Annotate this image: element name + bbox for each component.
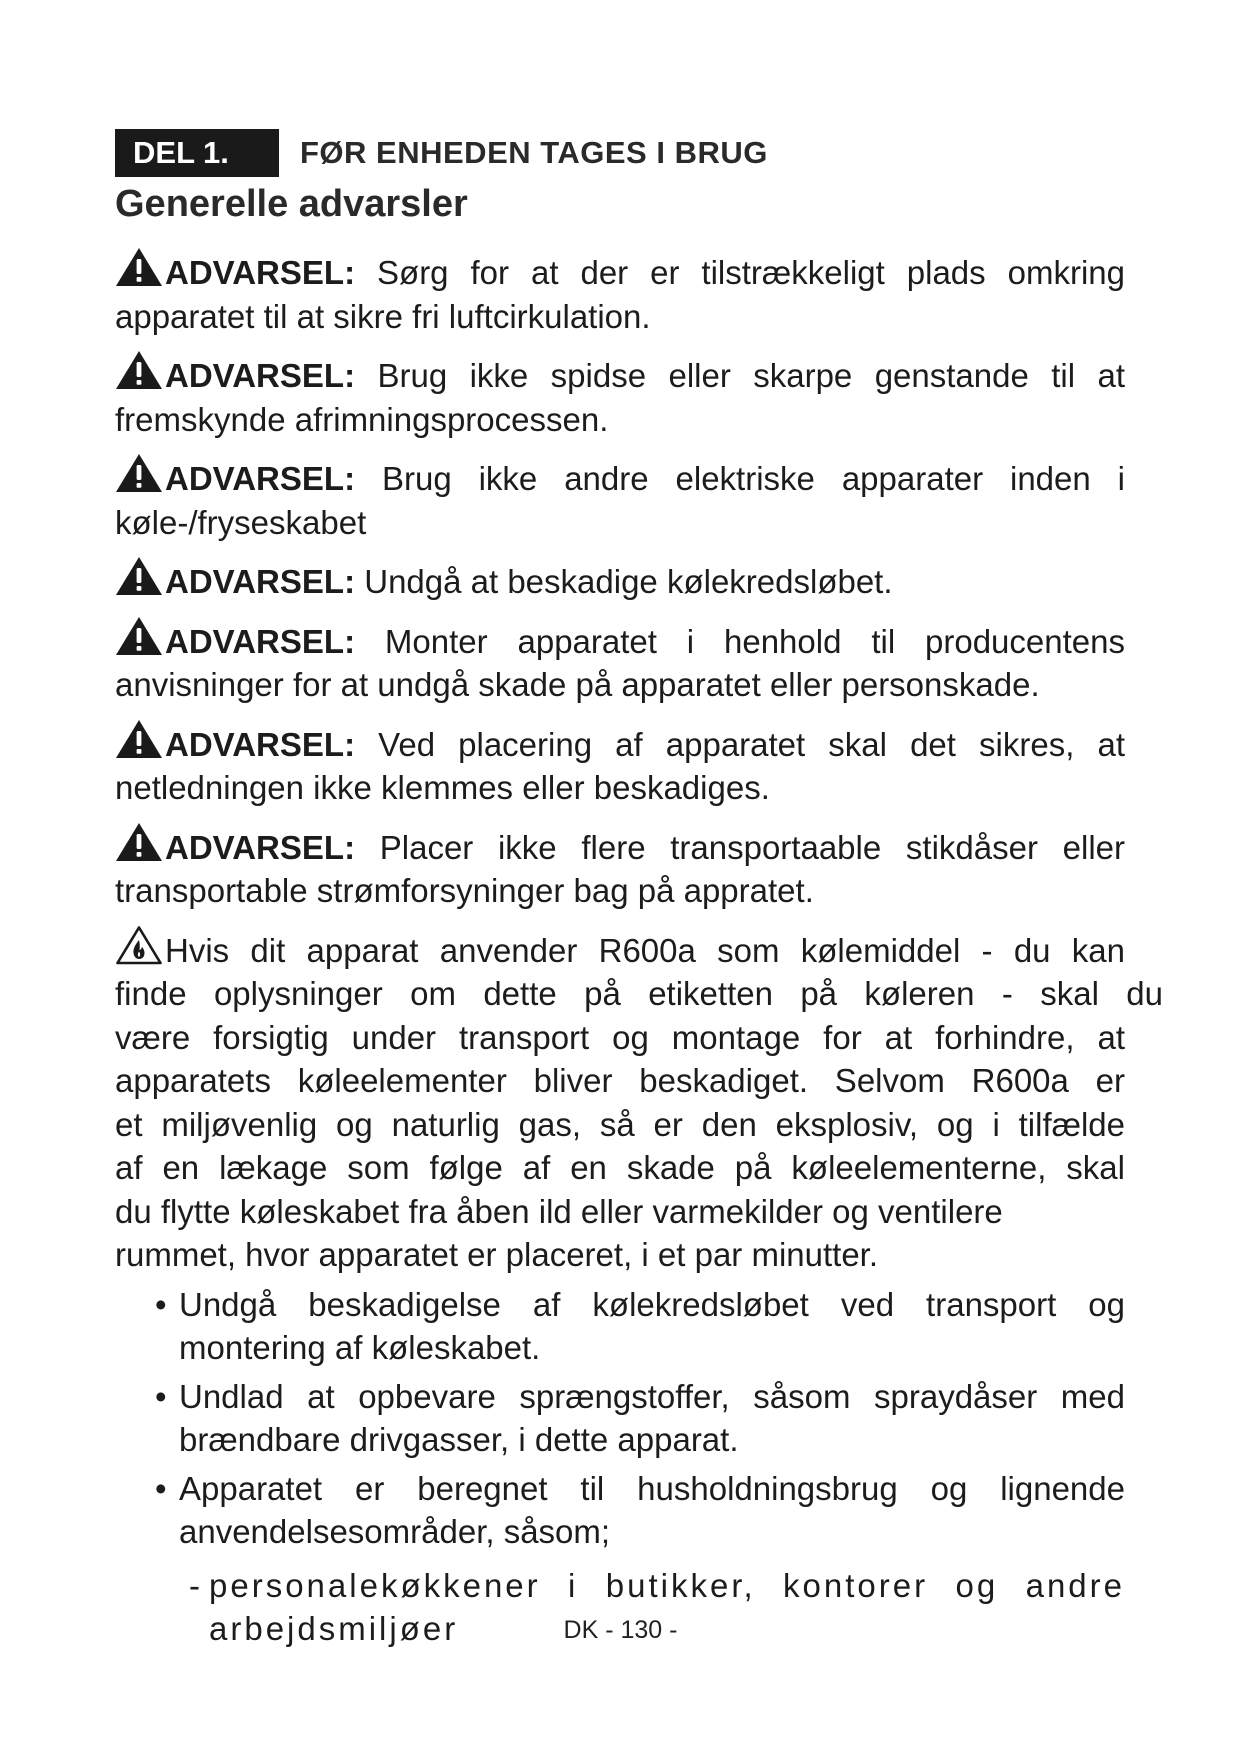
warning-text: Sørg for at der er tilstrækkeligt plads omkring apparatet til at sikre fri luftcirkulation. bbox=[115, 254, 1125, 335]
warning-label: ADVARSEL: bbox=[165, 828, 356, 866]
notice-line: af en lækage som følge af en skade på køleelementerne, skal bbox=[115, 1149, 1125, 1186]
page-title: Generelle advarsler bbox=[115, 183, 468, 225]
warning-icon bbox=[115, 719, 163, 759]
warning-icon bbox=[115, 556, 163, 596]
warning-label: ADVARSEL: bbox=[165, 622, 356, 660]
document-body bbox=[115, 247, 1163, 1651]
sub-list-item: - personalekøkkener i butikker, kontorer og andre arbejdsmiljøer bbox=[115, 1564, 1125, 1651]
warning-label: ADVARSEL: bbox=[165, 725, 356, 763]
warning-label: ADVARSEL: bbox=[165, 460, 356, 497]
warning-icon bbox=[115, 616, 163, 656]
warning-paragraph bbox=[115, 719, 1125, 810]
bullet-list bbox=[115, 1283, 1125, 1554]
warning-text: Brug ikke spidse eller skarpe genstande til at fremskynde afrimningsprocessen. bbox=[115, 357, 1125, 438]
notice-line: rummet, hvor apparatet er placeret, i et par minutter. bbox=[115, 1236, 879, 1273]
section-title: FØR ENHEDEN TAGES I BRUG bbox=[300, 135, 768, 170]
section-header bbox=[115, 129, 768, 177]
warning-label: ADVARSEL: bbox=[165, 357, 356, 394]
warning-icon bbox=[115, 350, 163, 390]
notice-line: være forsigtig under transport og montage for at forhindre, at bbox=[115, 1018, 1125, 1056]
warning-paragraph bbox=[115, 453, 1125, 544]
list-item: • Undlad at opbevare sprængstoffer, såsom spraydåser med brændbare drivgasser, i dette apparat. bbox=[115, 1375, 1125, 1462]
warning-icon bbox=[115, 822, 163, 862]
section-badge: DEL 1. bbox=[115, 129, 279, 177]
warning-text: Placer ikke flere transportaable stikdåser eller transportable strømforsyninger bag på appratet. bbox=[115, 828, 1125, 909]
warning-paragraph bbox=[115, 350, 1125, 441]
warning-label: ADVARSEL: bbox=[165, 254, 356, 291]
warning-text: Monter apparatet i henhold til producentens anvisninger for at undgå skade på apparatet eller personskade. bbox=[115, 622, 1125, 703]
notice-line: apparatets køleelementer bliver beskadiget. Selvom R600a er bbox=[115, 1062, 1125, 1099]
warning-text: Brug ikke andre elektriske apparater inden i køle-/fryseskabet bbox=[115, 460, 1125, 541]
notice-line: et miljøvenlig og naturlig gas, så er den eksplosiv, og i tilfælde bbox=[115, 1105, 1125, 1143]
warning-paragraph bbox=[115, 247, 1125, 338]
notice-line: du flytte køleskabet fra åben ild eller varmekilder og ventilere bbox=[115, 1192, 1003, 1230]
page-number: DK - 130 - bbox=[563, 1616, 678, 1644]
flammable-notice bbox=[115, 925, 1163, 1277]
notice-line: finde oplysninger om dette på etiketten på køleren - skal du bbox=[115, 975, 1163, 1012]
warning-text: Ved placering af apparatet skal det sikres, at netledningen ikke klemmes eller beskadiges. bbox=[115, 725, 1125, 806]
list-item: • Undgå beskadigelse af kølekredsløbet ved transport og montering af køleskabet. bbox=[115, 1283, 1125, 1370]
notice-text: Hvis dit apparat anvender R600a som kølemiddel - du kan bbox=[165, 931, 1125, 969]
warning-paragraph bbox=[115, 556, 1125, 604]
warning-label: ADVARSEL: bbox=[165, 563, 356, 600]
warning-icon bbox=[115, 247, 163, 287]
warning-text: Undgå at beskadige kølekredsløbet. bbox=[355, 563, 893, 600]
warning-paragraph bbox=[115, 616, 1125, 707]
notice-line bbox=[115, 925, 1125, 973]
warning-paragraph bbox=[115, 822, 1125, 913]
list-item: • Apparatet er beregnet til husholdningsbrug og lignende anvendelsesområder, såsom; bbox=[115, 1467, 1125, 1554]
flammable-warning-icon bbox=[115, 925, 163, 965]
warning-icon bbox=[115, 453, 163, 493]
